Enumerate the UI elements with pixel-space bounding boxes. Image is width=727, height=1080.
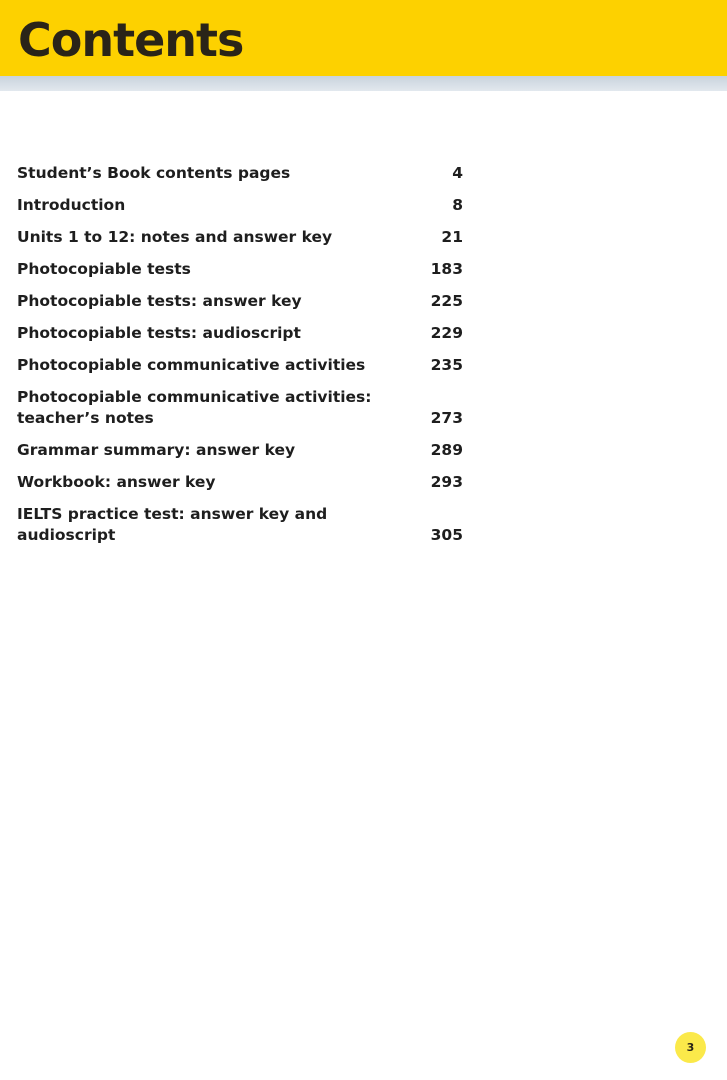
toc-entry-tests-audioscript[interactable] [17, 323, 463, 344]
toc-entry-title: IELTS practice test: answer key and audioscript [17, 505, 328, 544]
toc-entry-page: 4 [452, 164, 463, 182]
toc-entry-title: Introduction [17, 196, 126, 214]
toc-entry-page: 229 [430, 324, 463, 342]
toc-entry-photocopiable-tests[interactable] [17, 259, 463, 280]
toc-entry-ielts-practice-test[interactable] [17, 504, 463, 546]
toc-entry-title: Student’s Book contents pages [17, 164, 291, 182]
header-divider-strip [0, 76, 727, 91]
toc-entry-workbook[interactable] [17, 472, 463, 493]
toc-entry-page: 183 [430, 260, 463, 278]
toc-entry-units[interactable] [17, 227, 463, 248]
toc-entry-title: Photocopiable tests: answer key [17, 292, 302, 310]
toc-entry-page: 21 [441, 228, 463, 246]
toc-entry-page: 8 [452, 196, 463, 214]
toc-entry-title: Grammar summary: answer key [17, 441, 296, 459]
toc-entry-title: Photocopiable communicative activities [17, 356, 366, 374]
toc-entry-title: Photocopiable tests [17, 260, 191, 278]
toc-entry-page: 225 [430, 292, 463, 310]
toc-entry-page: 305 [430, 526, 463, 544]
page-number: 3 [686, 1041, 695, 1054]
toc-entry-grammar-summary[interactable] [17, 440, 463, 461]
toc-entry-page: 293 [430, 473, 463, 491]
toc-entry-title: Workbook: answer key [17, 473, 216, 491]
toc-entry-students-book[interactable] [17, 163, 463, 184]
toc-entry-page: 273 [430, 409, 463, 427]
toc-entry-communicative-activities[interactable] [17, 355, 463, 376]
toc-entry-tests-answer-key[interactable] [17, 291, 463, 312]
page-number-badge [675, 1032, 706, 1063]
page-title: Contents [18, 13, 244, 67]
toc-entry-title: Photocopiable tests: audioscript [17, 324, 301, 342]
toc-entry-page: 235 [430, 356, 463, 374]
toc-entry-activities-teachers-notes[interactable] [17, 387, 463, 429]
header-banner [0, 0, 727, 76]
toc-entry-page: 289 [430, 441, 463, 459]
toc-entry-title: Photocopiable communicative activities: teacher’s notes [17, 388, 372, 427]
toc-entry-title: Units 1 to 12: notes and answer key [17, 228, 333, 246]
toc-entry-introduction[interactable] [17, 195, 463, 216]
table-of-contents [17, 163, 463, 557]
